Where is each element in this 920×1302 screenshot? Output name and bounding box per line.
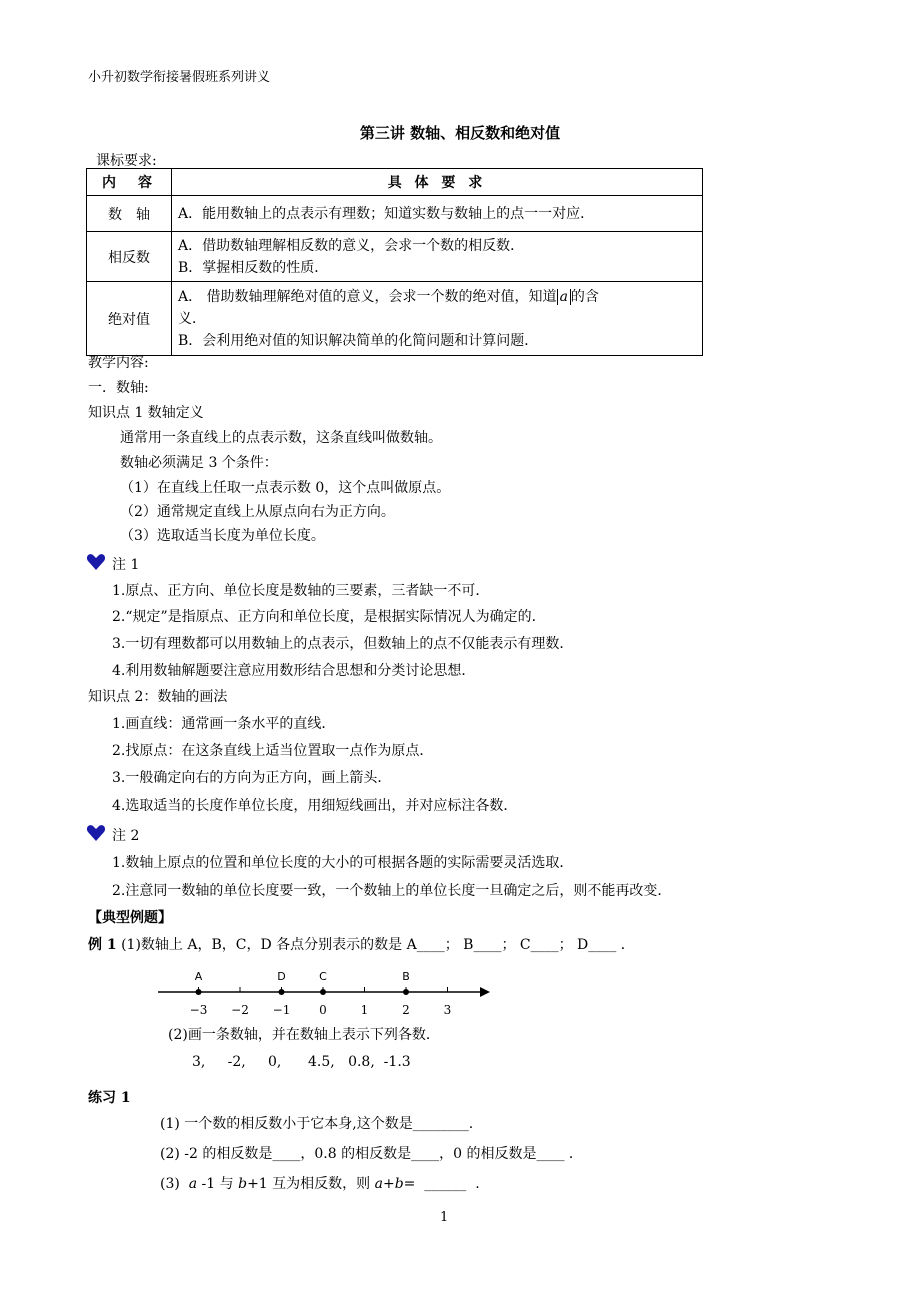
list-item: 1.数轴上原点的位置和单位长度的大小的可根据各题的实际需要灵活选取．: [112, 855, 574, 871]
example1-question2: (2)画一条数轴，并在数轴上表示下列各数．: [168, 1027, 440, 1043]
topic-cell: 绝对值: [87, 282, 172, 356]
requirements-table: [86, 168, 703, 356]
axis-marks: [190, 970, 452, 1017]
requirement-line: A．能用数轴上的点表示有理数；知道实数与数轴上的点一一对应．: [178, 205, 595, 222]
list-item: （1）在直线上任取一点表示数 0，这个点叫做原点。: [120, 480, 451, 496]
list-item: 2.“规定”是指原点、正方向和单位长度，是根据实际情况人为确定的．: [112, 609, 546, 625]
note1-title: 注 1: [112, 557, 140, 573]
curriculum-label: 课标要求:: [96, 153, 157, 169]
requirement-line: B．会利用绝对值的知识解决简单的化简问题和计算问题．: [178, 332, 539, 349]
axis-tick-label: −1: [272, 1003, 291, 1017]
q3-part: (3): [160, 1176, 189, 1192]
q3-part: -1 与: [197, 1176, 239, 1192]
q3-part: +: [382, 1176, 395, 1192]
lecture-title: 第三讲 数轴、相反数和绝对值: [359, 124, 561, 142]
requirement-line: [178, 286, 696, 308]
axis-point: [196, 989, 202, 995]
note2-title: 注 2: [112, 828, 140, 844]
topic-cell: 相反数: [87, 232, 172, 282]
example1-question1: [88, 934, 635, 954]
table-row: [87, 232, 703, 282]
page-number: 1: [440, 1210, 449, 1225]
axis-point: [320, 989, 326, 995]
table-header-row: [87, 169, 703, 196]
content-label: 教学内容:: [88, 355, 149, 371]
axis-tick-label: 3: [443, 1003, 452, 1017]
examples-title: 【典型例题】: [88, 910, 172, 926]
document-header: 小升初数学衔接暑假班系列讲义: [88, 70, 271, 85]
topic-cell: 数 轴: [87, 196, 172, 232]
axis-point: [403, 989, 409, 995]
list-item: 1.画直线：通常画一条水平的直线．: [112, 716, 336, 732]
axis-tick-label: 0: [319, 1003, 327, 1017]
example1-label: 例 1: [88, 937, 117, 953]
list-item: 2.注意同一数轴的单位长度要一致，一个数轴上的单位长度一旦确定之后，则不能再改变．: [112, 883, 672, 899]
q3-part: = ______ .: [403, 1176, 480, 1192]
requirement-line: A．借助数轴理解相反数的意义，会求一个数的相反数．: [178, 237, 525, 254]
axis-tick-label: 1: [360, 1003, 369, 1017]
kp2-title: 知识点 2：数轴的画法: [88, 689, 228, 705]
requirement-cell: [172, 282, 703, 356]
q3-var-a: a: [188, 1176, 198, 1192]
list-item: （2）通常规定直线上从原点向右为正方向。: [120, 504, 395, 520]
axis-point-label: C: [319, 970, 327, 983]
q3-part: +1 互为相反数，则: [247, 1176, 375, 1192]
axis-point-label: D: [277, 970, 286, 983]
axis-point: [279, 989, 285, 995]
practice-title: 练习 1: [88, 1090, 131, 1106]
practice-question1: (1) 一个数的相反数小于它本身,这个数是________.: [160, 1116, 474, 1132]
number-line-chart: [150, 962, 495, 1022]
list-item: 4.选取适当的长度作单位长度，用细短线画出，并对应标注各数．: [112, 798, 518, 814]
table-row: [87, 196, 703, 232]
table-header-requirement: 具 体 要 求: [172, 169, 703, 196]
kp1-conditions: 数轴必须满足 3 个条件：: [120, 455, 278, 471]
kp1-title: 知识点 1 数轴定义: [88, 405, 204, 421]
list-item: 4.利用数轴解题要注意应用数形结合思想和分类讨论思想．: [112, 663, 476, 679]
list-item: 3.一般确定向右的方向为正方向，画上箭头．: [112, 770, 392, 786]
table-header-topic: 内 容: [87, 169, 172, 196]
q3-var-b: b: [238, 1176, 248, 1192]
axis-arrow: [480, 987, 490, 997]
list-item: （3）选取适当长度为单位长度。: [120, 528, 325, 544]
example1-text: (1)数轴上 A，B，C，D 各点分别表示的数是 A____； B____； C____； D____ ．: [121, 937, 635, 953]
q3-var-a: a: [374, 1176, 383, 1192]
list-item: 2.找原点：在这条直线上适当位置取一点作为原点．: [112, 743, 434, 759]
axis-tick-label: −3: [189, 1003, 208, 1017]
axis-tick-label: 2: [402, 1003, 410, 1017]
requirement-line: 义．: [178, 310, 206, 327]
requirement-cell: [172, 232, 703, 282]
axis-point-label: A: [194, 970, 203, 983]
practice-question3: [160, 1173, 480, 1193]
list-item: 1.原点、正方向、单位长度是数轴的三要素，三者缺一不可．: [112, 583, 490, 599]
example1-numbers: 3, -2, 0, 4.5, 0.8, -1.3: [192, 1054, 411, 1070]
section-number-line: 一．数轴:: [88, 380, 149, 396]
heart-icon: [86, 824, 106, 842]
absolute-value-a: a: [557, 289, 571, 305]
q3-var-b: b: [394, 1176, 404, 1192]
practice-question2: (2) -2 的相反数是____，0.8 的相反数是____，0 的相反数是____ ．: [160, 1146, 583, 1162]
requirement-cell: [172, 196, 703, 232]
heart-icon: [86, 553, 106, 571]
requirement-text: 的含: [570, 288, 599, 305]
kp1-definition: 通常用一条直线上的点表示数，这条直线叫做数轴。: [120, 430, 442, 446]
list-item: 3.一切有理数都可以用数轴上的点表示，但数轴上的点不仅能表示有理数．: [112, 636, 574, 652]
axis-tick-label: −2: [231, 1003, 249, 1017]
table-row: [87, 282, 703, 356]
axis-point-label: B: [402, 970, 410, 983]
requirement-text: A． 借助数轴理解绝对值的意义，会求一个数的绝对值，知道: [178, 288, 557, 305]
requirement-line: B．掌握相反数的性质．: [178, 259, 329, 276]
